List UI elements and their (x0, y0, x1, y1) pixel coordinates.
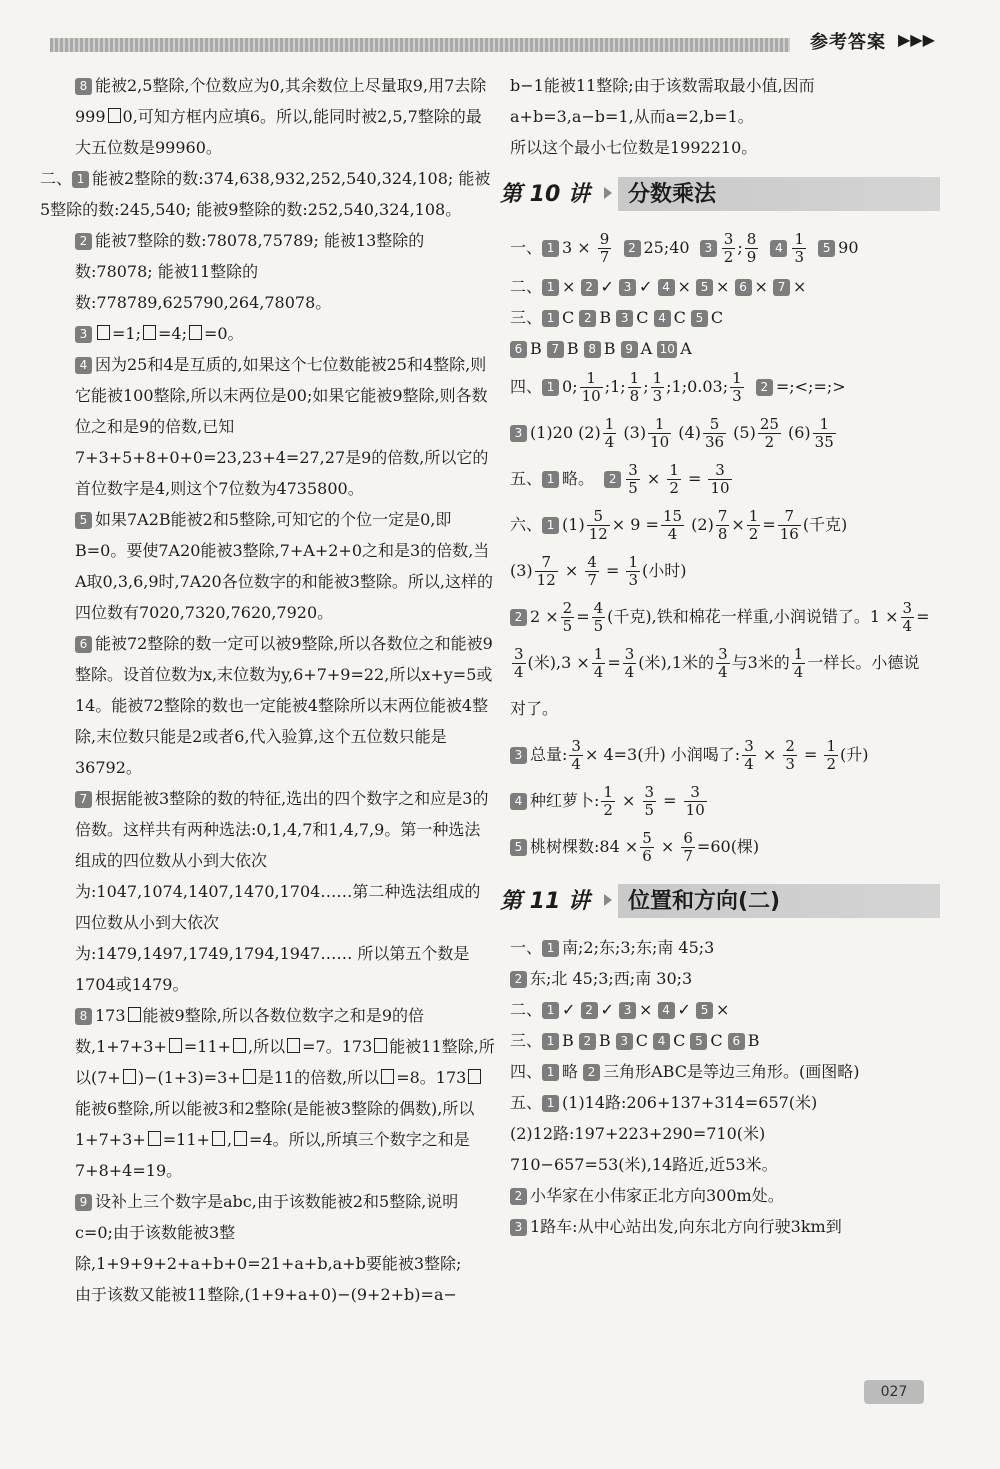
number-badge: 5 (818, 240, 835, 257)
number-badge: 4 (653, 1033, 670, 1050)
number-badge: 2 (581, 279, 598, 296)
blank-box (468, 1069, 481, 1084)
answer-10-1: 一、 1 3 × $\frac{9}{7}$ 2 25;40 3 $\frac{3}{2}$ ; $\frac{8}{9}$ 4 $\frac{1}{3}$ 5 90 (510, 230, 859, 266)
answer-2-6: 6 能被72整除的数一定可以被9整除,所以各数位之和能被9整除。设首位数为x,末位数为y,6+7+9=22,所以x+y=5或14。能被72整除的数也一定能被4整除所以末两位能被4整除,末位数只能是2或者6,代入验算,这个五位数只能是36792。 (75, 634, 493, 777)
answer-2-1: 二、 1 能被2整除的数:374,638,932,252,540,324,108; 能被5整除的数:245,540; 能被9整除的数:252,540,324,108。 (40, 169, 491, 219)
number-badge: 5 (696, 1002, 713, 1019)
fraction: $\frac{8}{9}$ (746, 230, 757, 266)
blank-box (189, 325, 202, 340)
number-badge: 6 (735, 279, 752, 296)
number-badge: 1 (542, 471, 559, 488)
number-badge: 1 (542, 240, 559, 257)
number-badge: 2 (510, 609, 527, 626)
number-badge: 2 (579, 1033, 596, 1050)
section-title: 位置和方向(二) (628, 889, 781, 914)
answer-10-4: 四、 1 0; $\frac{1}{10}$ ;1; $\frac{1}{8}$ ; $\frac{1}{3}$ ;1;0.03; $\frac{1}{3}$ 2 =;<;=;> (510, 369, 846, 405)
number-badge: 3 (510, 747, 527, 764)
number-badge: 3 (616, 310, 633, 327)
number-badge: 3 (616, 1033, 633, 1050)
blank-box (128, 1007, 141, 1022)
number-badge: 2 (510, 1188, 527, 1205)
number-badge: 1 (542, 940, 559, 957)
answer-10-3: 三、 1 C 2 B 3 C 4 C 5 C (510, 308, 724, 327)
fraction: $\frac{9}{7}$ (599, 230, 610, 266)
number-badge: 5 (696, 279, 713, 296)
answer-2-3: 3 =1; =4; =0。 (75, 318, 495, 349)
fraction: $\frac{7}{8}$ (717, 507, 728, 543)
number-badge: 8 (584, 341, 601, 358)
number-badge: 1 (542, 1095, 559, 1112)
header-title: 参考答案 (810, 32, 886, 53)
answer-10-2: 二、 1 × 2 ✓ 3 ✓ 4 × 5 × 6 × 7 × (510, 277, 807, 296)
answer-10-6-1-3: (3) $\frac{7}{12}$ × $\frac{4}{7}$ = $\frac{1}{3}$ (小时) (510, 553, 687, 589)
fraction: $\frac{1}{10}$ (581, 369, 601, 405)
number-badge: 3 (510, 1219, 527, 1236)
page-header (50, 28, 950, 68)
number-badge: 1 (542, 1002, 559, 1019)
number-badge: 8 (75, 78, 92, 95)
answer-2-4: 4 因为25和4是互质的,如果这个七位数能被25和4整除,则它能被100整除,所以末两位是00;如果它能被9整除,则各数位之和是9的倍数,已知7+3+5+8+0+0=23,23+4=27,27是9的倍数,所以它的首位数字是4,则这个7位数为4735800。 (75, 355, 489, 498)
number-badge: 4 (654, 310, 671, 327)
section-number: 第 10 讲 (500, 182, 590, 207)
answer-10-6-2: 2 2 × $\frac{2}{5}$ = $\frac{4}{5}$ (千克),铁和棉花一样重,小润说错了。1 × $\frac{3}{4}$ = $\frac{3}{4}$ (米),3 × $\frac{1}{4}$ = $\frac{3}{4}$ (米),1米的 $\frac{3}{4}$ 与3米的 $\frac{1}{4}$ 一样长。小德说对了。 (510, 599, 930, 718)
fraction: $\frac{4}{7}$ (587, 553, 597, 589)
page-number: 027 (864, 1380, 924, 1404)
blank-box (381, 1069, 394, 1084)
answer-11-5-1c: 710−657=53(米),14路近,近53米。 (510, 1155, 778, 1174)
fraction: $\frac{5}{6}$ (642, 829, 652, 865)
answer-11-5-2: 2 小华家在小伟家正北方向300m处。 (510, 1180, 930, 1211)
answer-11-3: 三、 1 B 2 B 3 C 4 C 5 C 6 B (510, 1031, 760, 1050)
answer-10-6-4: 4 种红萝卜: $\frac{1}{2}$ × $\frac{3}{5}$ = $\frac{3}{10}$ (510, 778, 930, 824)
answer-11-1: 一、 1 南;2;东;3;东;南 45;3 (510, 938, 715, 957)
fraction: $\frac{7}{12}$ (536, 553, 556, 589)
blank-box (374, 1038, 387, 1053)
number-badge: 2 (756, 379, 773, 396)
fraction: $\frac{2}{5}$ (562, 599, 573, 635)
fraction: $\frac{15}{4}$ (662, 507, 683, 543)
fraction: $\frac{6}{7}$ (683, 829, 693, 865)
fraction: $\frac{3}{4}$ (718, 645, 728, 681)
fraction: $\frac{1}{3}$ (794, 230, 804, 266)
section-header-10 (500, 177, 940, 211)
left-column (40, 70, 495, 1310)
fraction: $\frac{1}{3}$ (732, 369, 742, 405)
answer-10-6-5: 5 桃树棵数:84 × $\frac{5}{6}$ × $\frac{6}{7}$ =60(棵) (510, 824, 930, 870)
number-badge: 3 (75, 326, 92, 343)
number-badge: 3 (510, 425, 527, 442)
fraction: $\frac{25}{2}$ (759, 415, 779, 451)
section-header-11 (500, 884, 940, 918)
answer-10-3b: 6 B 7 B 8 B 9 A 10 A (510, 333, 930, 364)
fraction: $\frac{3}{4}$ (624, 645, 635, 681)
number-badge: 2 (583, 1064, 600, 1081)
blank-box (143, 325, 156, 340)
number-badge: 3 (700, 240, 717, 257)
number-badge: 5 (75, 512, 92, 529)
fraction: $\frac{1}{2}$ (603, 783, 613, 819)
number-badge: 9 (621, 341, 638, 358)
answer-10-6-1: 六、 1 (1) $\frac{5}{12}$ × 9 = $\frac{15}{4}$ (2) $\frac{7}{8}$ × $\frac{1}{2}$ = $\frac{7}{16}$ (千克) (510, 507, 848, 543)
number-badge: 1 (542, 1064, 559, 1081)
number-badge: 3 (619, 1002, 636, 1019)
fraction: $\frac{1}{3}$ (628, 553, 639, 589)
number-badge: 4 (658, 1002, 675, 1019)
number-badge: 5 (690, 1033, 707, 1050)
number-badge: 1 (542, 517, 559, 534)
fraction: $\frac{1}{10}$ (650, 415, 670, 451)
number-badge: 1 (542, 1033, 559, 1050)
fraction: $\frac{3}{10}$ (685, 783, 705, 819)
fraction: $\frac{3}{2}$ (723, 230, 734, 266)
number-badge: 4 (658, 279, 675, 296)
fraction: $\frac{1}{4}$ (793, 645, 804, 681)
number-badge: 6 (510, 341, 527, 358)
number-badge: 5 (510, 839, 527, 856)
answer-11-1-2: 2 东;北 45;3;西;南 30;3 (510, 963, 930, 994)
number-badge: 4 (770, 240, 787, 257)
answer-11-5: 五、 1 (1)14路:206+137+314=657(米) (510, 1093, 818, 1112)
fraction: $\frac{7}{16}$ (779, 507, 799, 543)
fraction: $\frac{1}{35}$ (814, 415, 834, 451)
number-badge: 7 (75, 791, 92, 808)
number-badge: 2 (510, 971, 527, 988)
fraction: $\frac{3}{5}$ (644, 783, 655, 819)
section-number: 第 11 讲 (500, 889, 590, 914)
fraction: $\frac{3}{5}$ (628, 461, 638, 497)
answer-2-9b: 由于该数又能被11整除,(1+9+a+0)−(9+2+b)=a− (75, 1285, 457, 1304)
blank-box (148, 1131, 161, 1146)
blank-box (97, 325, 110, 340)
fraction: $\frac{5}{12}$ (588, 507, 608, 543)
right-column (500, 70, 930, 1242)
header-bar (50, 38, 790, 52)
fraction: $\frac{3}{4}$ (514, 645, 524, 681)
blank-box (234, 1131, 247, 1146)
answer-continued-2: 所以这个最小七位数是1992210。 (510, 138, 758, 157)
number-badge: 5 (691, 310, 708, 327)
triangle-icon (604, 187, 612, 199)
fraction: $\frac{3}{4}$ (902, 599, 913, 635)
answer-2-2: 2 能被7整除的数:78078,75789; 能被13整除的数:78078; 能被11整除的数:778789,625790,264,78078。 (75, 231, 425, 312)
number-badge: 2 (581, 1002, 598, 1019)
fraction: $\frac{1}{2}$ (669, 461, 679, 497)
number-badge: 1 (72, 171, 89, 188)
blank-box (243, 1069, 256, 1084)
number-badge: 6 (728, 1033, 745, 1050)
answer-10-4-3: 3 (1)20 (2) $\frac{1}{4}$ (3) $\frac{1}{10}$ (4) $\frac{5}{36}$ (5) $\frac{25}{2}$ (6) $\frac{1}{35}$ (510, 410, 930, 456)
fraction: $\frac{4}{5}$ (593, 599, 604, 635)
fraction: $\frac{5}{36}$ (704, 415, 725, 451)
number-badge: 1 (542, 379, 559, 396)
fraction: $\frac{3}{4}$ (744, 737, 754, 773)
blank-box (108, 108, 121, 123)
fraction: $\frac{1}{3}$ (652, 369, 663, 405)
blank-box (169, 1038, 182, 1053)
fraction: $\frac{1}{4}$ (593, 645, 604, 681)
number-badge: 4 (75, 357, 92, 374)
answer-11-4: 四、 1 略 2 三角形ABC是等边三角形。(画图略) (510, 1062, 860, 1081)
fraction: $\frac{2}{3}$ (785, 737, 795, 773)
number-badge: 1 (542, 279, 559, 296)
fraction: $\frac{1}{8}$ (629, 369, 640, 405)
number-badge: 8 (75, 1008, 92, 1025)
answer-2-9: 9 设补上三个数字是abc,由于该数能被2和5整除,说明c=0;由于该数能被3整除,1+9+9+2+a+b+0=21+a+b,a+b要能被3整除; (75, 1192, 462, 1273)
number-badge: 2 (604, 471, 621, 488)
number-badge: 4 (510, 793, 527, 810)
answer-2-5: 5 如果7A2B能被2和5整除,可知它的个位一定是0,即B=0。要使7A20能被3整除,7+A+2+0之和是3的倍数,当A取0,3,6,9时,7A20各位数字的和能被3整除。所以,这样的四位数有7020,7320,7620,7920。 (75, 510, 493, 622)
number-badge: 1 (542, 310, 559, 327)
fraction: $\frac{3}{4}$ (571, 737, 581, 773)
answer-10-5: 五、 1 略。 2 $\frac{3}{5}$ × $\frac{1}{2}$ = $\frac{3}{10}$ (510, 461, 730, 497)
answer-continued: b−1能被11整除;由于该数需取最小值,因而a+b=3,a−b=1,从而a=2,b=1。 (510, 76, 815, 126)
section-title: 分数乘法 (628, 182, 717, 207)
number-badge: 6 (75, 636, 92, 653)
answer-10-6-3: 3 总量: $\frac{3}{4}$ × 4=3(升) 小润喝了: $\frac{3}{4}$ × $\frac{2}{3}$ = $\frac{1}{2}$ (升) (510, 732, 930, 778)
fraction: $\frac{3}{10}$ (710, 461, 730, 497)
number-badge: 10 (657, 341, 677, 358)
number-badge: 7 (547, 341, 564, 358)
number-badge: 3 (619, 279, 636, 296)
answer-2-7: 7 根据能被3整除的数的特征,选出的四个数字之和应是3的倍数。这样共有两种选法:0,1,4,7和1,4,7,9。第一种选法组成的四位数从小到大依次为:1047,1074,1407,1470,1704……第二种选法组成的四位数从小到大依次为:1479,1497,1749,1794,1947…… 所以第五个数是1704或1479。 (75, 789, 489, 994)
answer-11-5-3: 3 1路车:从中心站出发,向东北方向行驶3km到 (510, 1211, 930, 1242)
number-badge: 7 (773, 279, 790, 296)
fraction: $\frac{1}{2}$ (826, 737, 836, 773)
header-arrows: ▶▶▶ (898, 30, 935, 49)
fraction: $\frac{1}{4}$ (604, 415, 615, 451)
fraction: $\frac{1}{2}$ (748, 507, 759, 543)
blank-box (233, 1038, 246, 1053)
number-badge: 2 (624, 240, 641, 257)
triangle-icon (604, 894, 612, 906)
answer-8-prev: 8 能被2,5整除,个位数应为0,其余数位上尽量取9,用7去除999 0,可知方框内应填6。所以,能同时被2,5,7整除的最大五位数是99960。 (75, 76, 487, 157)
blank-box (123, 1069, 136, 1084)
blank-box (212, 1131, 225, 1146)
number-badge: 9 (75, 1194, 92, 1211)
number-badge: 2 (579, 310, 596, 327)
answer-2-8: 8 173 能被9整除,所以各数位数字之和是9的倍数,1+7+3+ =11+ ,所以 =7。173 能被11整除,所以(7+ )−(1+3)=3+ 是11的倍数,所以 =8。173能被6整除,所以能被3和2整除(是能被3整除的偶数),所以1+7+3+ =11+ , =4。所以,所填三个数字之和是7+8+4=19。 (75, 1006, 495, 1180)
number-badge: 2 (75, 233, 92, 250)
blank-box (287, 1038, 300, 1053)
answer-11-5-1b: (2)12路:197+223+290=710(米) (510, 1124, 766, 1143)
answer-11-2: 二、 1 ✓ 2 ✓ 3 × 4 ✓ 5 × (510, 1000, 730, 1019)
